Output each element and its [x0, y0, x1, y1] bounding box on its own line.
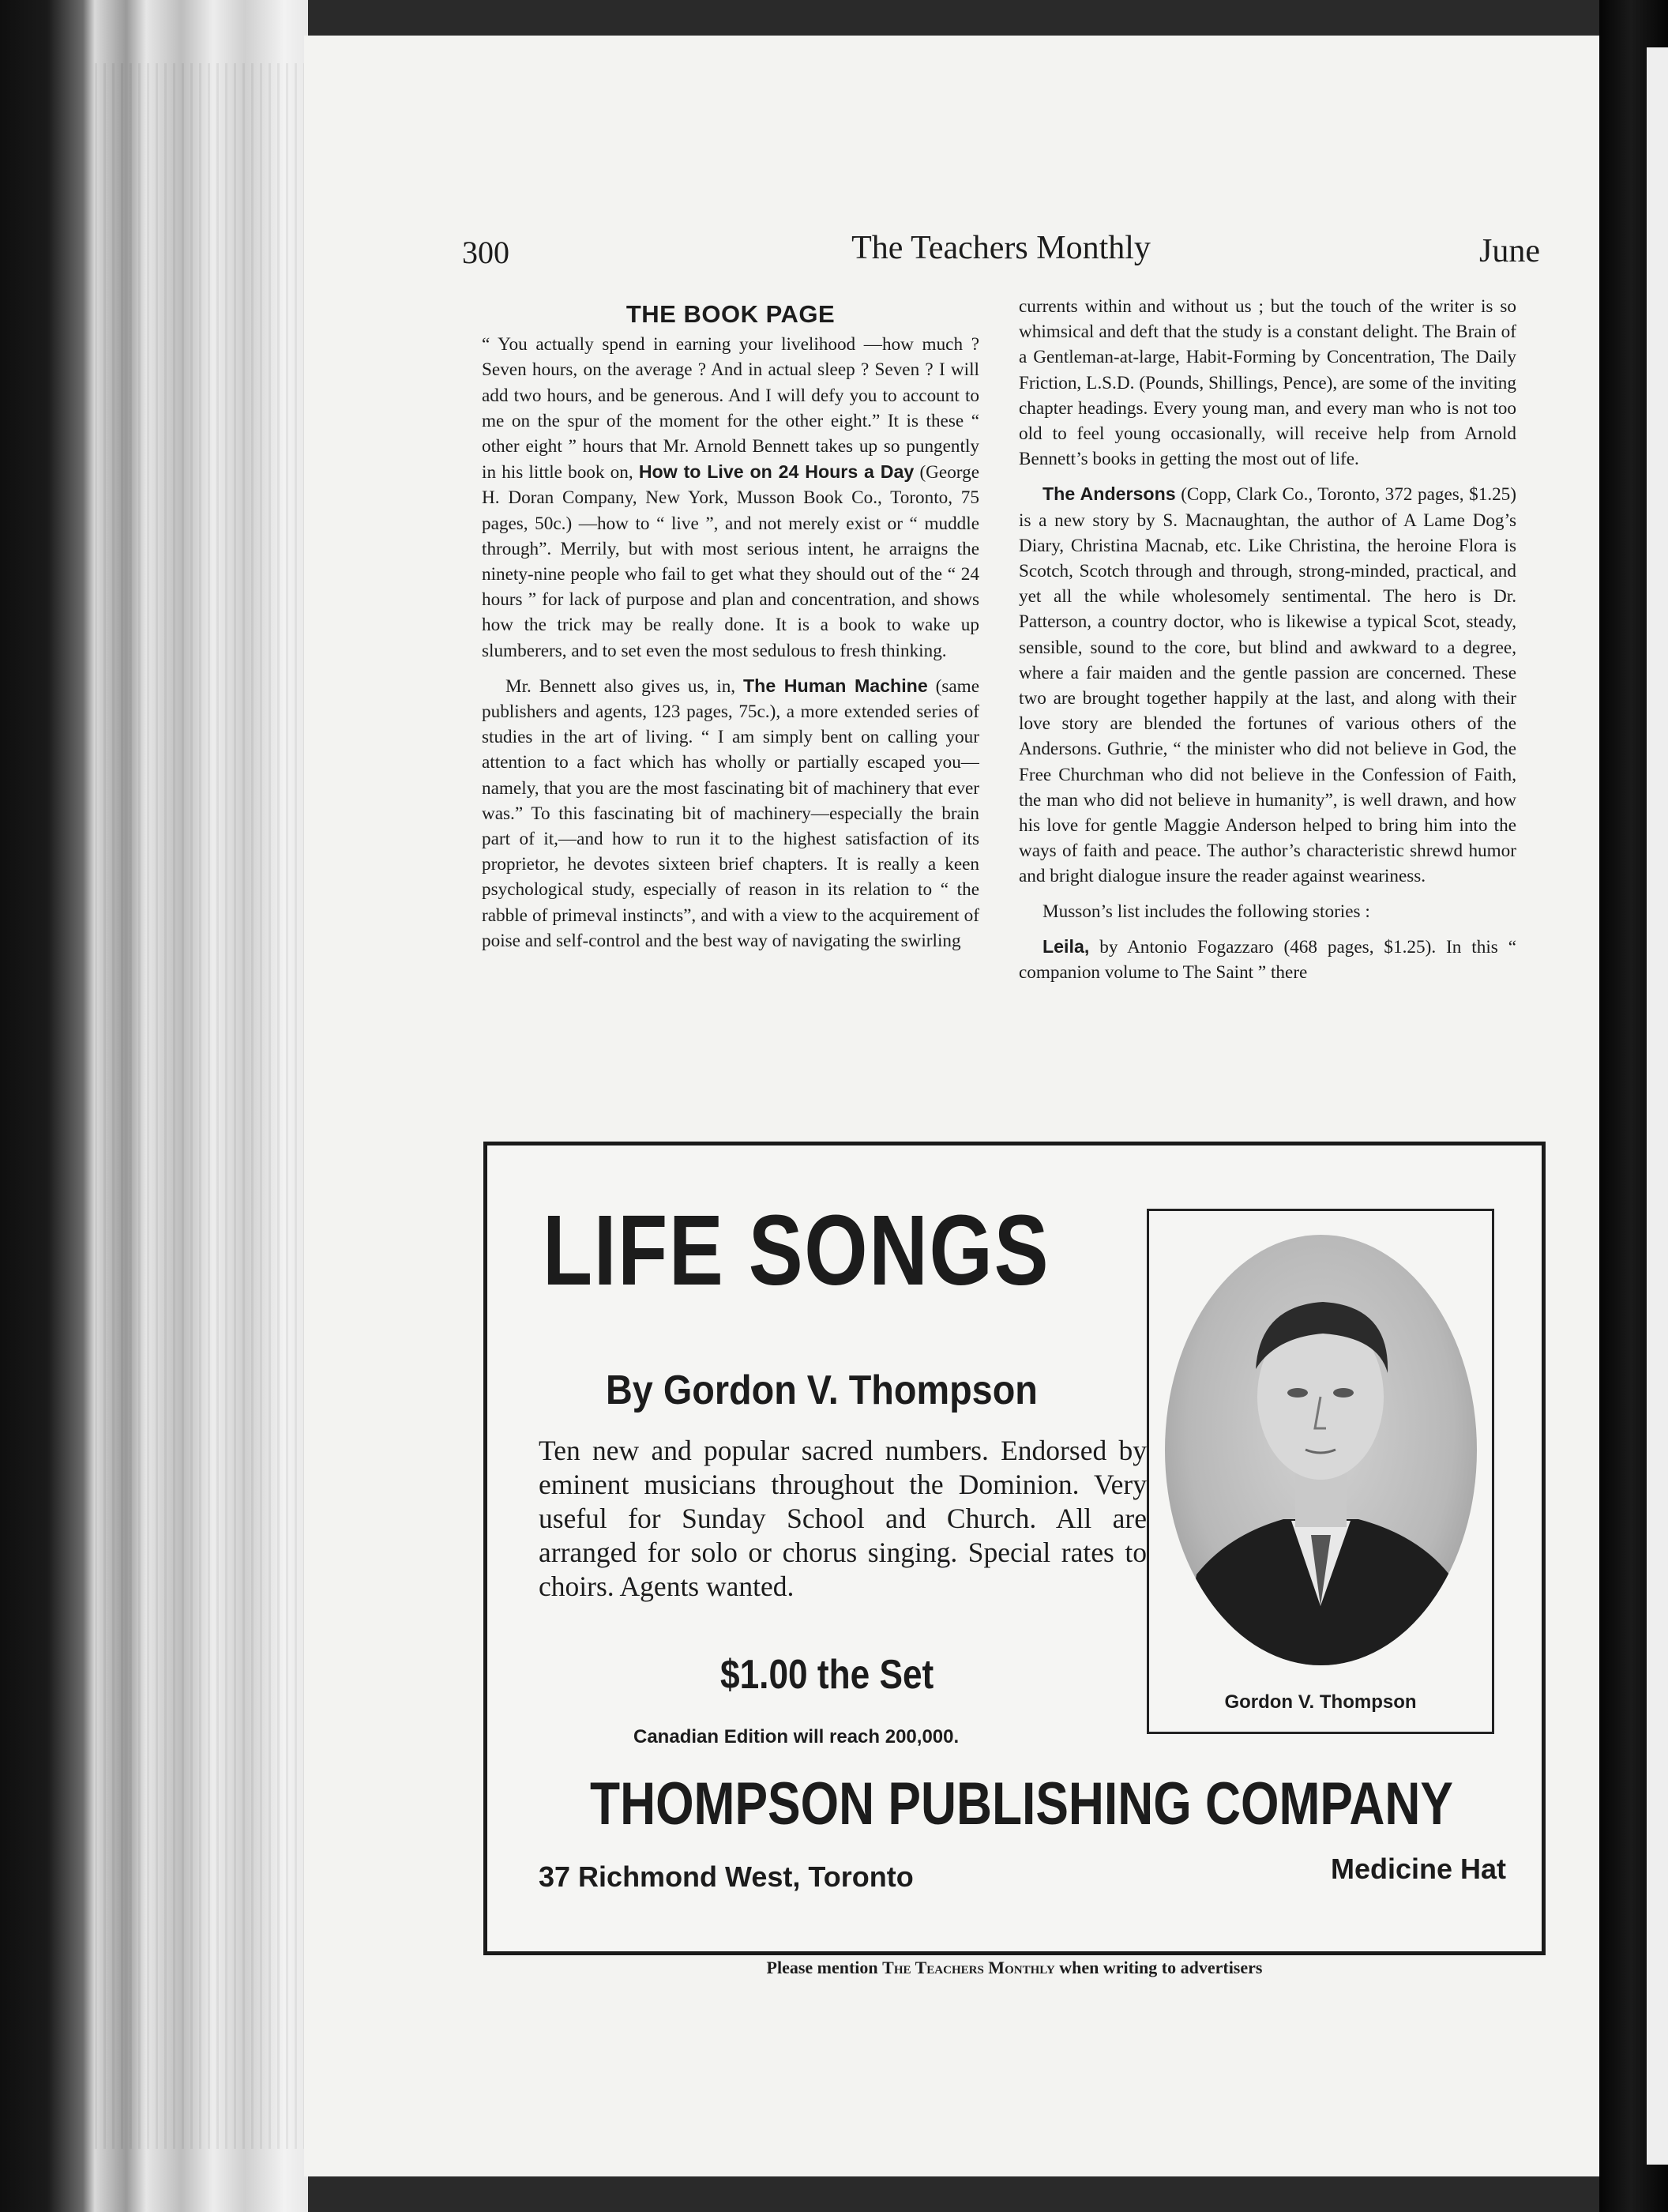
book-title: How to Live on 24 Hours a Day	[638, 461, 915, 483]
ad-byline: By Gordon V. Thompson	[606, 1367, 1038, 1413]
paragraph	[1019, 934, 1516, 985]
paragraph-text: (Copp, Clark Co., Toronto, 372 pages, $1.25) is a new story by S. Macnaughtan, the author of A Lame Dog’s Diary, Christina Macnab, etc. Like Christina, the heroine Flora is Scotch, Scotch through and through, strong-minded, practical, and yet all the while wholesomely sentimental. The hero is Dr. Patterson, a country doctor, who is likewise a typical Scot, steady, sensible, sound to the core, but blind and awkward to a degree, where a fair maiden and the gentle passion are concerned. These two are brought together happily at the last, and along with their love story are blended the fortunes of various others of the Andersons. Guthrie, “ the minister who did not believe in God, the Free Churchman who did not believe in the Confession of Faith, the man who did not believe in humanity”, is well drawn, and how his love for gentle Maggie Anderson helped to bring him into the ways of faith and peace. The author’s characteristic shrewd humor and bright dialogue insure the reader against weariness.	[1019, 484, 1516, 887]
footer-journal-name: The Teachers Monthly	[882, 1958, 1055, 1977]
book-title: The Andersons	[1042, 483, 1176, 505]
issue-month: June	[1479, 233, 1540, 269]
ad-title: LIFE SONGS	[543, 1194, 1050, 1306]
article-column-left	[482, 302, 979, 1127]
paragraph-text: (George H. Doran Company, New York, Musson Book Co., Toronto, 75 pages, 50c.) —how to “ live ”, and not merely exist or “ muddle through”. Merrily, but with most serious intent, he arraigns the ninety-nine people who fail to get what they should out of the “ 24 hours ” for lack of purpose and plan and concentration, and shows how the trick may be really done. It is a book to wake up slumberers, and to set even the most sedulous to fresh thinking.	[482, 462, 979, 661]
page-number: 300	[462, 235, 509, 270]
paragraph-text: Mr. Bennett also gives us, in,	[505, 675, 736, 697]
book-title: The Human Machine	[743, 675, 928, 696]
ad-company-name: THOMPSON PUBLISHING COMPANY	[590, 1770, 1453, 1838]
paragraph	[482, 332, 979, 664]
section-heading: THE BOOK PAGE	[626, 302, 836, 328]
footer-suffix: when writing to advertisers	[1059, 1958, 1263, 1977]
article-column-right	[1019, 294, 1516, 1119]
footer-note	[483, 1958, 1546, 1978]
paragraph: currents within and without us ; but the touch of the writer is so whimsical and deft that the study is a constant delight. The Brain of a Gentleman-at-large, Habit-Forming by Concentration, The Daily Friction, L.S.D. (Pounds, Shillings, Pence), are some of the inviting chapter headings. Every young man, and every man who is not too old to feel young occasionally, will receive help from Arnold Bennett’s books in getting the most out of life.	[1019, 296, 1516, 470]
ad-address-toronto: 37 Richmond West, Toronto	[539, 1860, 914, 1893]
next-page-edge	[1647, 47, 1668, 2165]
book-title: Leila,	[1042, 935, 1090, 957]
portrait-frame	[1147, 1209, 1494, 1734]
paragraph: Musson’s list includes the following stories :	[1042, 901, 1370, 922]
ad-price: $1.00 the Set	[720, 1652, 934, 1698]
photo-caption: Gordon V. Thompson	[1224, 1691, 1417, 1713]
ad-address-medicine-hat: Medicine Hat	[1330, 1853, 1506, 1885]
paragraph-text: (same publishers and agents, 123 pages, 75c.), a more extended series of studies in the art of living. “ I am simply bent on calling your attention to a fact which has wholly or partially escaped you—namely, that you are the most fascinating bit of machinery that ever was.” To this fascinating bit of machinery—especially the brain part of it,—and how to run it to the highest satisfaction of its proprietor, he devotes sixteen brief chapters. It is really a keen psychological study, especially of reason in its relation to “ the rabble of primeval instincts”, and with a view to the acquirement of poise and self-control and the best way of navigating the swirling	[482, 675, 979, 951]
journal-title: The Teachers Monthly	[851, 230, 1151, 266]
paragraph	[482, 673, 979, 954]
paragraph-text: “ You actually spend in earning your livelihood —how much ? Seven hours, on the average ? And in actual sleep ? Seven ? I will add two hours, and be generous. And I will defy you to account to me on the spur of the moment for the other eight.” It is these “ other eight ” hours that Mr. Arnold Bennett takes up so pungently in his little book on,	[482, 334, 979, 483]
portrait-photo	[1165, 1235, 1477, 1665]
paragraph	[1019, 481, 1516, 889]
ad-description: Ten new and popular sacred numbers. Endorsed by eminent musicians throughout the Dominion. Very useful for Sunday School and Church. All are arranged for solo or chorus singing. Special rates to choirs. Agents wanted.	[539, 1435, 1147, 1602]
ad-edition-note: Canadian Edition will reach 200,000.	[633, 1726, 960, 1747]
book-page-edges	[0, 0, 308, 2212]
footer-prefix: Please mention	[766, 1958, 878, 1977]
paragraph-text: by Antonio Fogazzaro (468 pages, $1.25). In this “ companion volume to The Saint ” there	[1019, 936, 1516, 984]
portrait-figure	[1165, 1235, 1477, 1665]
advertisement	[483, 1142, 1546, 1955]
page-header	[462, 229, 1540, 276]
